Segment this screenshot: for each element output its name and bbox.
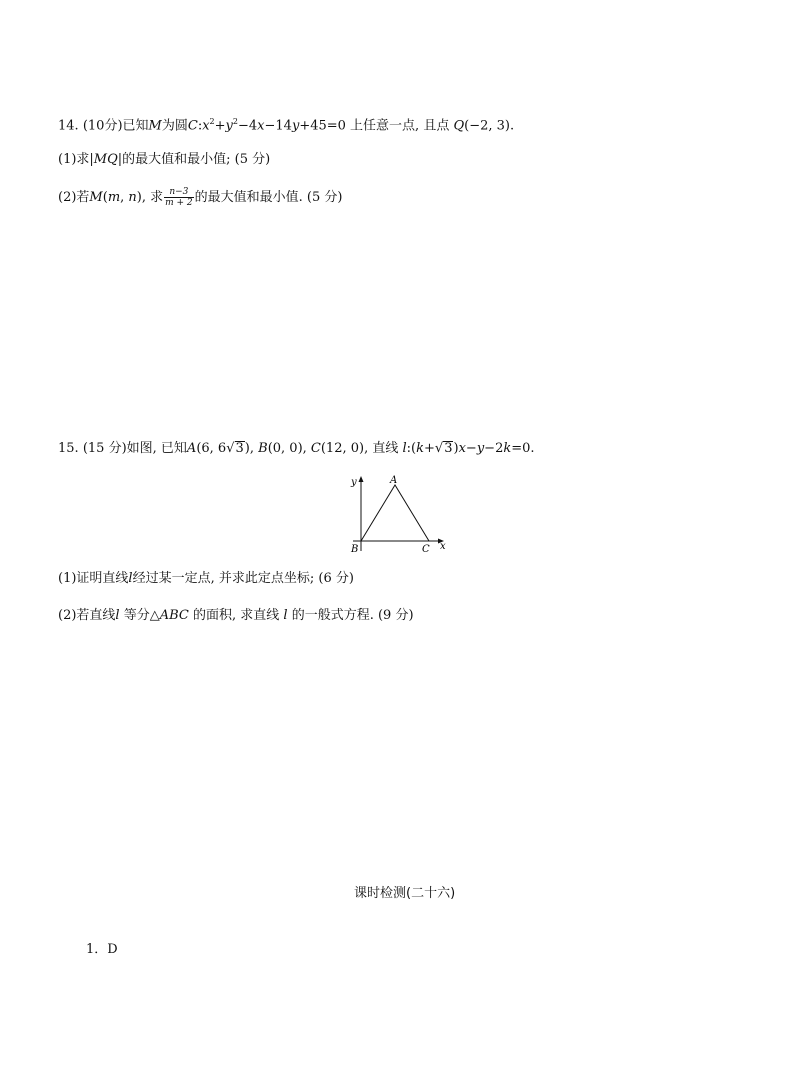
answer-item-1: 1．D <box>86 942 118 957</box>
q14-part2: (2)若M(m, n), 求 $\frac{n-3}{m + 2}$ 的最大值和最小值. (5 分) <box>58 187 343 208</box>
fraction: $\frac{n-3}{m + 2}$ <box>165 187 193 208</box>
label-x: x <box>440 541 446 552</box>
label-y: y <box>351 477 357 488</box>
label-b: B <box>351 544 359 555</box>
y-axis-arrow <box>359 476 364 482</box>
triangle-figure <box>343 473 453 555</box>
q14-stem: 14. (10分)已知M为圆$C:x^2+y^2-4x-14y+45=0$ 上任意一点, 且点 Q(−2, 3). <box>58 117 515 134</box>
label-c: C <box>422 544 430 555</box>
label-a: A <box>390 475 398 486</box>
q14-part1: (1)求|MQ|的最大值和最小值; (5 分) <box>58 152 271 167</box>
answer-section-title: 课时检测(二十六) <box>354 886 456 901</box>
q15-stem: 15. (15 分)如图, 已知A(6, 6√3), B(0, 0), C(12, 0), 直线 l:(k+√3)x−y−2k=0. <box>58 441 535 456</box>
triangle-abc <box>361 485 429 541</box>
q15-part2: (2)若直线l 等分△ABC 的面积, 求直线 l 的一般式方程. (9 分) <box>58 608 414 623</box>
q15-part1: (1)证明直线l经过某一定点, 并求此定点坐标; (6 分) <box>58 571 354 586</box>
